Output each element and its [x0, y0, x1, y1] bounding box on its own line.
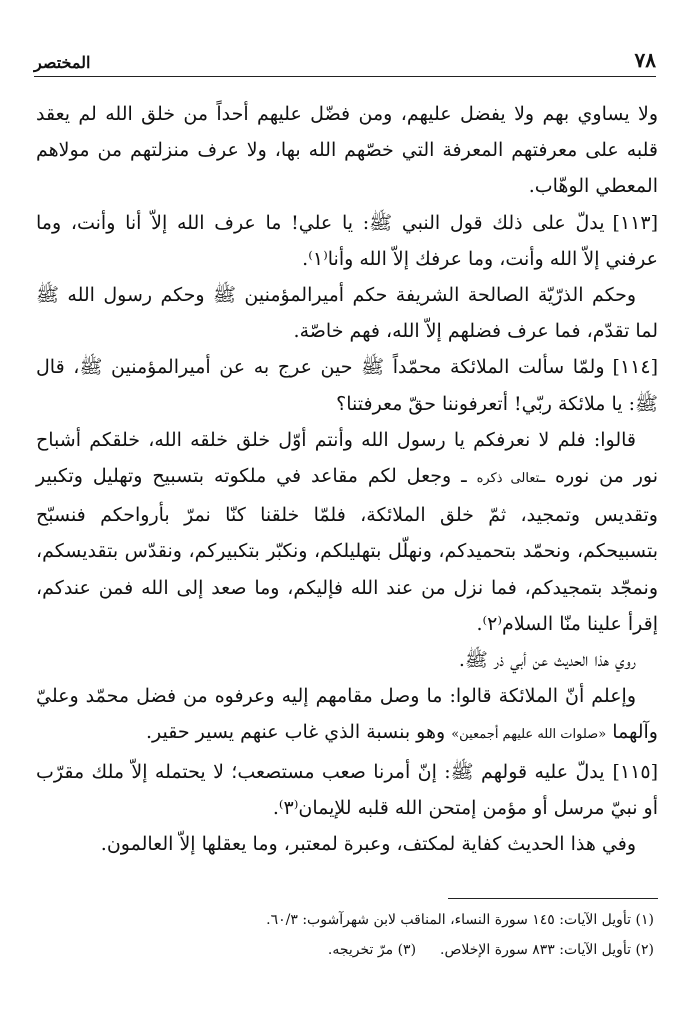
paragraph-text: يدلّ عليه قولهم ﷺ: إنّ أمرنا صعب مستصعب؛ لا يحتمله إلاّ ملك مقرّب أو نبيّ مرسل أو مؤمن إمتحن الله قلبه للإيمان⁽٣⁾.	[36, 760, 658, 819]
paragraph-text: يدلّ على ذلك قول النبي ﷺ: يا علي! ما عرف الله إلاّ أنا وأنت، وما عرفني إلاّ الله وأنت، وما عرفك إلاّ الله وأنا⁽١⁾.	[36, 211, 658, 270]
footnote-line	[40, 935, 654, 965]
paragraph	[36, 422, 658, 642]
footnote-divider	[448, 898, 658, 899]
paragraph-text: ولمّا سألت الملائكة محمّداً ﷺ حين عرج به عن أميرالمؤمنين ﷺ، قال ﷺ: يا ملائكة ربّي! أتعرفوننا حقّ معرفتنا؟	[36, 356, 658, 415]
paragraph-text: وحكم الذرّيّة الصالحة الشريفة حكم أميرالمؤمنين ﷺ وحكم رسول الله ﷺ لما تقدّم، فما عرف فضلهم إلاّ الله، فهم خاصّة.	[36, 284, 658, 343]
footnote-2: (٢) تأويل الآيات: ٨٣٣ سورة الإخلاص.	[440, 942, 654, 958]
footnote-1: (١) تأويل الآيات: ١٤٥ سورة النساء، المناقب لابن شهرآشوب: ٦٠/٣.	[266, 912, 654, 928]
page-header	[34, 42, 656, 77]
hadith-number: [١١٤]	[612, 356, 658, 379]
paragraph-text: ولا يساوي بهم ولا يفضل عليهم، ومن فضّل عليهم أحداً من خلق الله لم يعقد قلبه على معرفتهم المعرفة التي خصّهم الله بها، ولا عرف منزلتهم من مولاهم المعطي الوهّاب.	[36, 103, 658, 198]
inline-small-text: «صلوات الله عليهم أجمعين»	[451, 727, 607, 743]
page-body	[36, 96, 658, 862]
paragraph	[36, 642, 658, 678]
paragraph-text: وإعلم أنّ الملائكة قالوا: ما وصل مقامهم إليه وعرفوه من فضل محمّد وعليّ وآلهما	[36, 685, 658, 744]
paragraph-text: وهو بنسبة الذي غاب عنهم يسير حقير.	[145, 721, 452, 744]
paragraph	[36, 277, 658, 349]
paragraph	[36, 826, 658, 862]
inline-small-text: تعالى ذكره	[476, 471, 540, 487]
hadith-number: [١١٣]	[612, 211, 658, 234]
paragraph	[36, 678, 658, 753]
page-number: ٧٨	[634, 48, 656, 72]
footnote-3: (٣) مرّ تخريجه.	[327, 942, 417, 958]
hadith-113	[36, 205, 658, 277]
paragraph-text: قالوا: فلم لا نعرفكم يا رسول الله وأنتم أوّل خلق خلقه الله، خلقكم أشباح نور من نوره ـ	[36, 428, 659, 488]
paragraph-text: روي هذا الحديث عن أبي ذر ﷺ.	[458, 649, 636, 672]
hadith-number: [١١٥]	[612, 760, 658, 783]
hadith-114	[36, 349, 658, 421]
paragraph-text: وفي هذا الحديث كفاية لمكتف، وعبرة لمعتبر، وما يعقلها إلاّ العالمون.	[100, 833, 636, 856]
hadith-115	[36, 754, 658, 826]
paragraph	[36, 96, 658, 205]
footnotes	[40, 905, 654, 965]
paragraph-text: ـ وجعل لكم مقاعد في ملكوته بتسبيح وتهليل وتكبير وتقديس وتمجيد، ثمّ خلق الملائكة، فلمّا خلقنا كنّا نمرّ بأرواحكم فنسبّح بتسبيحكم، ونحمّد بتحميدكم، ونهلّل بتهليلكم، ونكبّر بتكبيركم، ونقدّس بتقديسكم، ونمجّد بتمجيدكم، فما نزل من عند الله فإليكم، وما صعد إلى الله فمن عندكم، إقرأ علينا منّا السلام⁽٢⁾.	[36, 465, 658, 635]
running-title: المختصر	[34, 53, 91, 72]
